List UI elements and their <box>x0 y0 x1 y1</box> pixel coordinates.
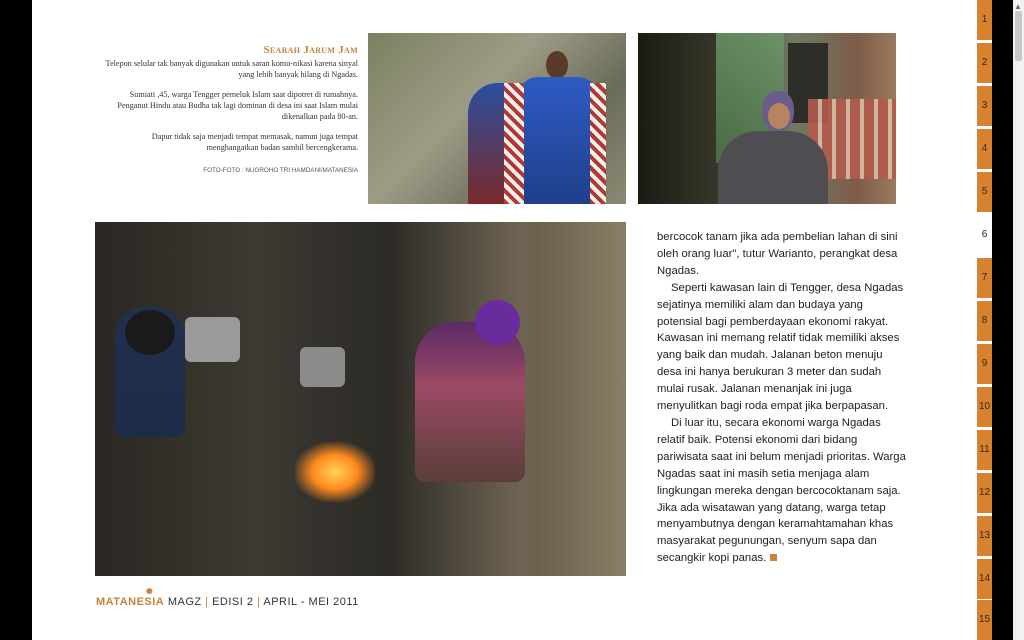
scroll-up-icon[interactable]: ▲ <box>1014 2 1022 11</box>
page-tabs <box>977 0 992 640</box>
tab-page-7[interactable]: 7 <box>977 258 992 298</box>
article-paragraph-1: bercocok tanam jika ada pembelian lahan di sini oleh orang luar", tutur Warianto, perangkat desa Ngadas. <box>657 231 898 277</box>
tab-page-5[interactable]: 5 <box>977 172 992 212</box>
tab-page-13[interactable]: 13 <box>977 516 992 556</box>
tab-page-11[interactable]: 11 <box>977 430 992 470</box>
caption-title: Searah Jarum Jam <box>263 44 358 56</box>
brand-name: MATANESIA <box>96 596 165 608</box>
page-footer <box>96 587 359 608</box>
article-paragraph-2: Seperti kawasan lain di Tengger, desa Ngadas sejatinya memiliki alam dan budaya yang potensial bagi pemberdayaan ekonomi rakyat. Kawasan ini memang relatif tidak memiliki akses yang baik dan mudah. Jalanan beton menuju desa ini hanya berukuran 3 meter dan sudah mulai rusak. Jalanan menanjak ini juga menyulitkan bagi roda empat jika berpapasan. <box>657 281 904 413</box>
footer-separator: | <box>257 596 261 608</box>
photo-woman-in-house <box>638 33 896 204</box>
end-mark-icon <box>770 554 777 561</box>
tab-page-1[interactable]: 1 <box>977 0 992 40</box>
caption-paragraph-3: Dapur tidak saja menjadi tempat memasak, namun juga tempat menghangatkan badan sambil bercengkerama. <box>151 132 358 152</box>
photo-man-with-phone <box>368 33 626 204</box>
tab-page-12[interactable]: 12 <box>977 473 992 513</box>
footer-separator: | <box>205 596 209 608</box>
photo-credit: FOTO-FOTO : NUGROHO TRI HAMDANI/MATANESIA <box>203 167 358 174</box>
tab-page-10[interactable]: 10 <box>977 387 992 427</box>
tab-page-2[interactable]: 2 <box>977 43 992 83</box>
article-paragraph-3 <box>657 415 907 567</box>
tab-page-8[interactable]: 8 <box>977 301 992 341</box>
caption-paragraph-1: Telepon selular tak banyak digunakan untuk saran komu-nikasi karena sinyal yang lebih banyak hilang di Ngadas. <box>105 59 358 79</box>
photo-caption <box>100 44 358 174</box>
period-label: APRIL - MEI 2011 <box>263 596 359 608</box>
tab-page-15[interactable]: 15 <box>977 600 992 640</box>
tab-page-14[interactable]: 14 <box>977 559 992 599</box>
brand-logo <box>96 587 165 608</box>
tab-page-4[interactable]: 4 <box>977 129 992 169</box>
magz-label: MAGZ <box>167 596 202 608</box>
tab-page-6[interactable]: 6 <box>977 215 992 255</box>
tab-page-3[interactable]: 3 <box>977 86 992 126</box>
edition-label: EDISI 2 <box>212 596 254 608</box>
tab-page-9[interactable]: 9 <box>977 344 992 384</box>
caption-paragraph-2: Sumiati ,45, warga Tengger pemeluk Islam saat dipotret di rumahnya. Penganut Hindu atau Budha tak lagi dominan di desa ini saat Islam mulai dikenalkan pada 80-an. <box>117 90 358 121</box>
scrollbar[interactable] <box>1013 0 1024 640</box>
article-body <box>657 229 907 567</box>
scrollbar-thumb[interactable] <box>1015 11 1022 61</box>
photo-kitchen-fire <box>95 222 626 576</box>
article-paragraph-3-text: Di luar itu, secara ekonomi warga Ngadas relatif baik. Potensi ekonomi dari bidang pariwisata saat ini belum menjadi prioritas. Warga Ngadas saat ini masih setia menjaga alam lingkungan mereka dengan bercocoktanam saja. Jika ada wisatawan yang datang, warga tetap menyambutnya dengan keramahtamahan khas masyarakat pegunungan, senyum sapa dan secangkir kopi panas. <box>657 416 906 565</box>
sun-icon: ✺ <box>146 587 154 596</box>
